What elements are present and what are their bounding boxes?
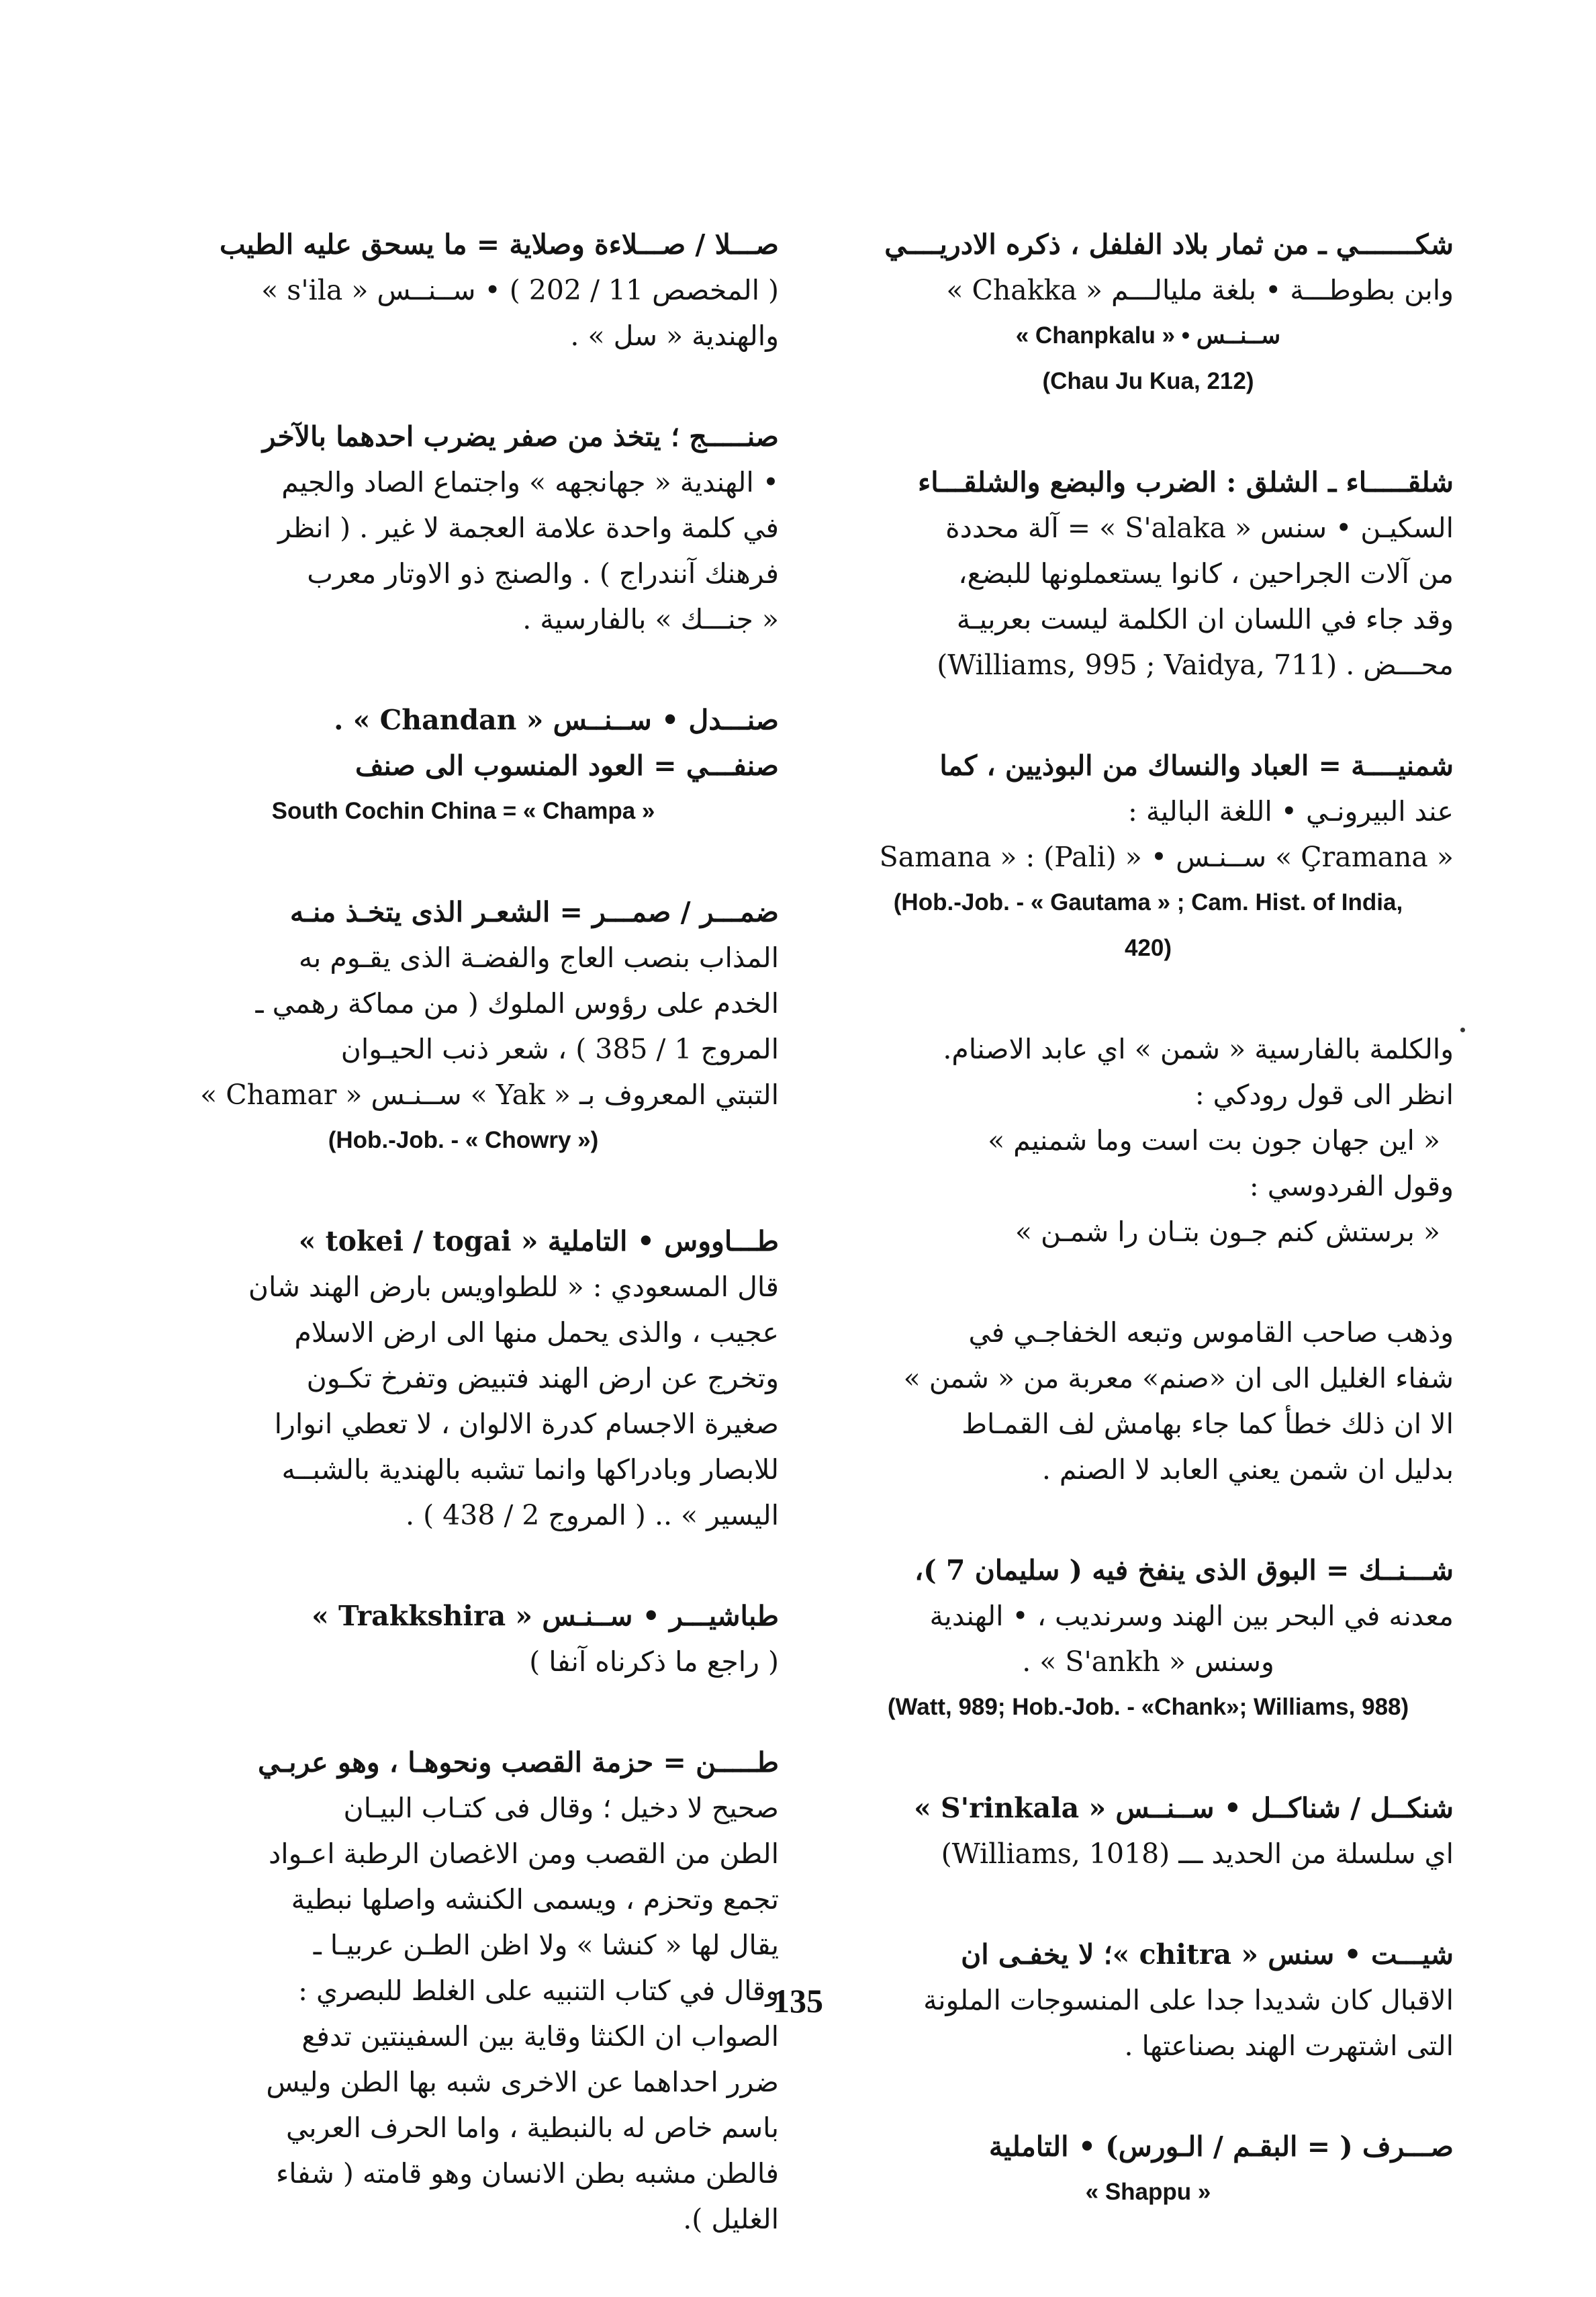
entry-text-line: « اين جهان جون بت است وما شمنيم » <box>988 1124 1440 1157</box>
entry-text-line: « Chanpkalu » • ســنــس <box>1015 322 1281 349</box>
entry-text-line: باسم خاص له بالنبطية ، واما الحرف العربي <box>286 2112 779 2144</box>
entry-text-line: المذاب بنصب العاج والفضـة الذى يقـوم به <box>298 942 779 974</box>
entry-text-line: وذهب صاحب القاموس وتبعه الخفاجـي في <box>968 1316 1454 1349</box>
entry-text-line: ( راجع ما ذكرناه آنفا ) <box>529 1646 779 1678</box>
dictionary-entry <box>148 1218 779 1538</box>
entry-headword-line: طباشيـــر • ســنـس « Trakkshira » <box>312 1600 779 1632</box>
entry-text-line: معدنه في البحر بين الهند وسرنديب ، • الهندية <box>929 1600 1454 1632</box>
entry-headword-line: صنفـــي = العود المنسوب الى صنف <box>355 750 779 782</box>
entry-text-line: « جنـــك » بالفارسية . <box>522 603 779 635</box>
entry-headword-line: شلقـــــاء ـ الشلق : الضرب والبضع والشلقـــاء <box>918 466 1454 498</box>
dictionary-entry <box>843 1026 1454 1255</box>
entry-text-line: اي سلسلة من الحديد ـــ (Williams, 1018) <box>941 1838 1454 1870</box>
entry-text-line: المروج 1 / 385 ) ، شعر ذنب الحيـوان <box>340 1033 779 1065</box>
dictionary-entry <box>148 1593 779 1684</box>
entry-text-line: (Hob.-Job. - « Gautama » ; Cam. Hist. of India, <box>893 889 1403 915</box>
entry-text-line: South Cochin China = « Champa » <box>271 798 655 824</box>
entry-text-line: للابصار وبادراكها وانما تشبه بالهندية بالشبــه <box>281 1453 779 1486</box>
entry-text-line: وابن بطوطـــة • بلغة مليالـــم « Chakka » <box>946 274 1454 306</box>
entry-text-line: السكيـن • سنس « S'alaka » = آلة محددة <box>945 512 1454 544</box>
entry-text-line: من آلات الجراحين ، كانوا يستعملونها للبضع، <box>958 557 1454 590</box>
entry-text-line: عجيب ، والذى يحمل منها الى ارض الاسلام <box>294 1316 779 1349</box>
dictionary-entry <box>843 222 1454 404</box>
dictionary-entry <box>148 222 779 359</box>
entry-headword-line: ضمـــر / صمـــر = الشعـر الذى يتخـذ منـه <box>289 896 779 928</box>
entry-text-line: صحيح لا دخيل ؛ وقال فى كتـاب البيـان <box>343 1792 779 1824</box>
entry-text-line: انظر الى قول رودكي : <box>1194 1079 1454 1111</box>
entry-text-line: تجمع وتحزم ، ويسمى الكنشه واصلها نبطية <box>291 1883 779 1916</box>
entry-text-line: بدليل ان شمن يعني العابد لا الصنم . <box>1041 1453 1454 1486</box>
entry-headword-line: صنـــدل • ســنــس « Chandan » . <box>334 704 779 736</box>
dictionary-entry <box>148 414 779 642</box>
entry-text-line: ضرر احداهما عن الاخرى شبه بها الطن وليس <box>266 2066 779 2098</box>
entry-text-line: « برستش كنم جـون بتـان را شمـن » <box>1015 1216 1440 1248</box>
entry-text-line: الا ان ذلك خطأ كما جاء بهامش لف القمـاط <box>961 1408 1454 1440</box>
entry-text-line: « Çramana » ســنـس • « Samana » : (Pali) <box>879 841 1454 873</box>
dictionary-entry <box>843 1785 1454 1877</box>
entry-text-line: صغيرة الاجسام كدرة الالوان ، لا تعطي انوارا <box>274 1408 779 1440</box>
dictionary-entry <box>148 697 779 834</box>
entry-headword-line: شـــنــك = البوق الذى ينفخ فيه ( سليمان 7 )، <box>914 1554 1454 1586</box>
dictionary-entry <box>843 1547 1454 1730</box>
dictionary-entry <box>843 1310 1454 1492</box>
entry-headword-line: طـــاووس • التاملية « tokei / togai » <box>298 1225 779 1257</box>
entry-text-line: في كلمة واحدة علامة العجمة لا غير . ( انظر <box>278 512 779 544</box>
entry-headword-line: شنكــل / شناكــل • ســنــس « S'rinkala » <box>914 1792 1454 1824</box>
entry-text-line: وقال في كتاب التنبيه على الغلط للبصري : <box>298 1975 779 2007</box>
entry-text-line: والهندية « سل » . <box>570 320 779 352</box>
entry-text-line: (Hob.-Job. - « Chowry ») <box>328 1127 599 1153</box>
entry-headword-line: صـــلا / صـــلاءة وصلاية = ما يسحق عليه الطيب <box>219 228 779 261</box>
entry-headword-line: شكـــــــي ـ من ثمار بلاد الفلفل ، ذكره الادريــــي <box>884 228 1454 261</box>
entry-text-line: فالطن مشبه بطن الانسان وهو قامته ( شفاء <box>275 2157 779 2190</box>
entry-text-line: وتخرج عن ارض الهند فتبيض وتفرخ تكـون <box>306 1362 779 1394</box>
dictionary-entry <box>843 459 1454 688</box>
right-column <box>843 222 1454 2270</box>
stray-ink-dot <box>1460 1028 1465 1032</box>
entry-headword-line: شيـــت • سنس « chitra »؛ لا يخفـى ان <box>961 1938 1454 1971</box>
entry-text-line: الخدم على رؤوس الملوك ( من مماكة رهمي ـ <box>255 987 779 1020</box>
entry-text-line: (Chau Ju Kua, 212) <box>1042 368 1254 394</box>
entry-text-line: وقول الفردوسي : <box>1249 1170 1454 1202</box>
entry-text-line: التى اشتهرت الهند بصناعتها . <box>1124 2030 1454 2062</box>
dictionary-entry <box>148 889 779 1163</box>
dictionary-entry <box>843 743 1454 971</box>
entry-headword-line: صـــرف ( = البقـم / الـورس) • التاملية <box>988 2130 1454 2163</box>
entry-text-line: الاقبال كان شديدا جدا على المنسوجات الملونة <box>923 1984 1454 2016</box>
entry-text-line: عند البيرونـي • اللغة البالية : <box>1128 795 1454 827</box>
entry-headword-line: شمنيــــة = العباد والنساك من البوذيين ، كما <box>939 750 1454 782</box>
entry-text-line: شفاء الغليل الى ان «صنم» معربة من « شمن » <box>903 1362 1454 1394</box>
entry-text-line: وقد جاء في اللسان ان الكلمة ليست بعربيـة <box>956 603 1454 635</box>
entry-text-line: • الهندية « جهانجهه » واجتماع الصاد والجيم <box>281 466 779 498</box>
entry-text-line: محـــض . (Williams, 995 ; Vaidya, 711) <box>937 649 1454 681</box>
dictionary-entry <box>843 2124 1454 2215</box>
entry-headword-line: صنـــــج ؛ يتخذ من صفر يضرب احدهما بالآخر <box>262 420 779 453</box>
entry-text-line: اليسير » .. ( المروج 2 / 438 ) . <box>406 1499 779 1531</box>
entry-text-line: التبتي المعروف بـ « Yak » ســنـس « Chamar » <box>200 1079 779 1111</box>
entry-text-line: والكلمة بالفارسية « شمن » اي عابد الاصنام. <box>943 1033 1454 1065</box>
entry-text-line: « Shappu » <box>1085 2179 1211 2205</box>
entry-headword-line: طـــــن = حزمة القصب ونحوهـا ، وهو عربـي <box>257 1746 779 1778</box>
entry-text-line: 420) <box>1124 935 1172 961</box>
page-number: 135 <box>773 1982 823 2020</box>
entry-text-line: فرهنك آنندراج ) . والصنج ذو الاوتار معرب <box>307 557 779 590</box>
entry-text-line: وسنس « S'ankh » . <box>1022 1646 1274 1678</box>
entry-text-line: الغليل ). <box>683 2203 779 2235</box>
entry-text-line: الطن من القصب ومن الاغصان الرطبة اعـواد <box>268 1838 779 1870</box>
entry-text-line: ( المخصص 11 / 202 ) • ســنــس « s'ila » <box>261 274 779 306</box>
entry-text-line: يقال لها « كنشا » ولا اظن الطـن عربيـا ـ <box>313 1929 779 1961</box>
entry-text-line: الصواب ان الكنثا وقاية بين السفينتين تدفع <box>301 2020 779 2053</box>
entry-text-line: قال المسعودي : « للطواويس بارض الهند شان <box>248 1271 779 1303</box>
entry-text-line: (Watt, 989; Hob.-Job. - «Chank»; Williams, 988) <box>887 1694 1409 1720</box>
